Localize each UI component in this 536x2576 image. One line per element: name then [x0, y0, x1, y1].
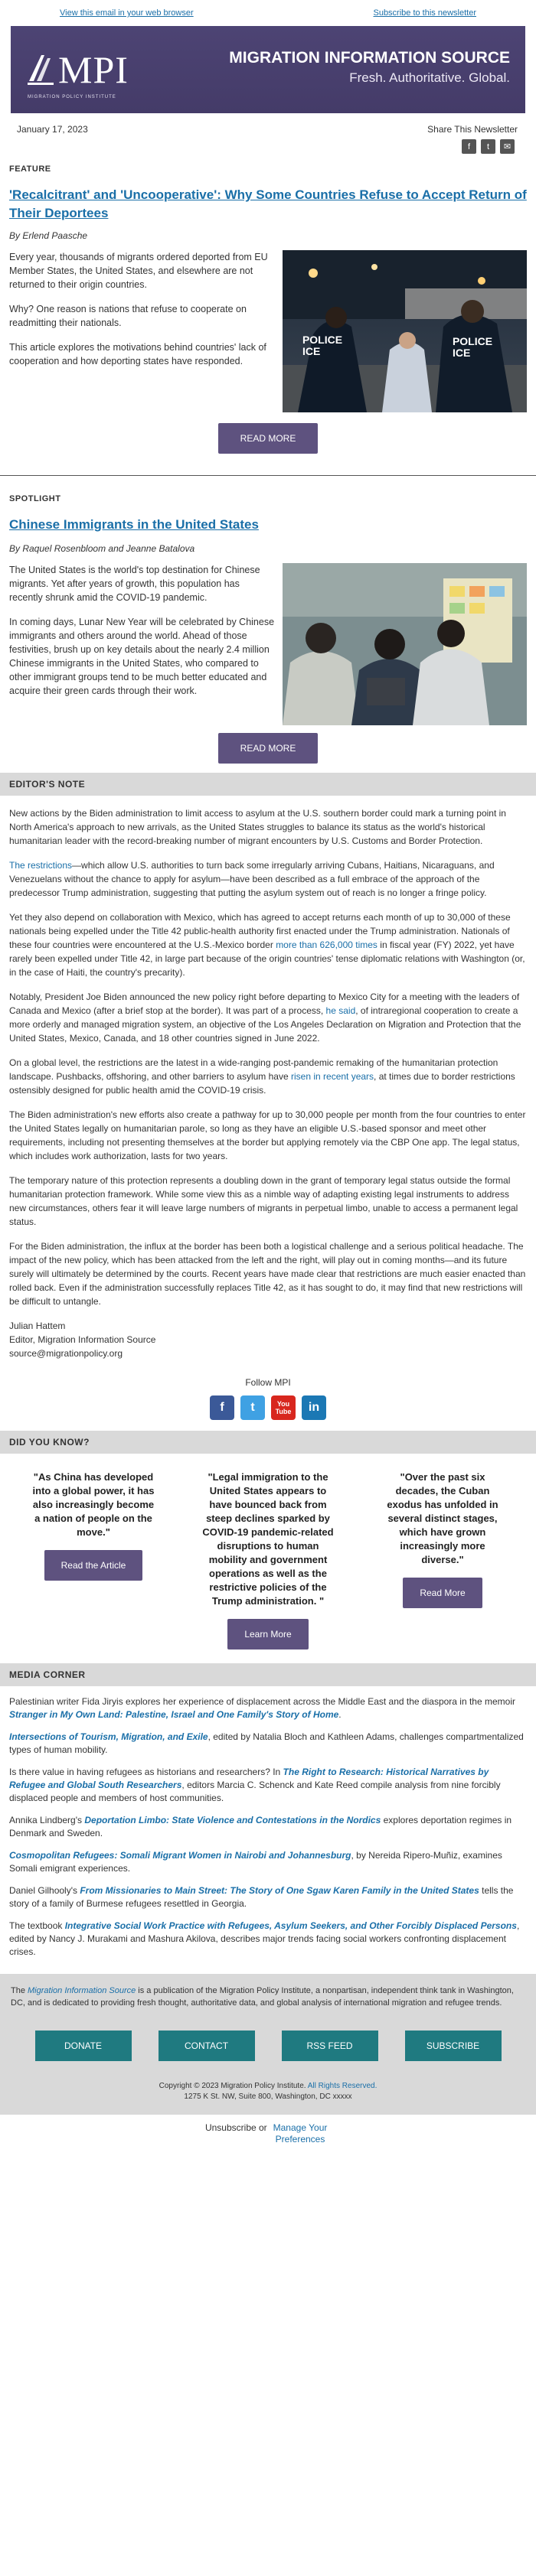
feature-article	[0, 250, 536, 412]
feature-title-link[interactable]: 'Recalcitrant' and 'Uncooperative': Why Some Countries Refuse to Accept Return of Their Deportees	[9, 187, 527, 220]
facebook-icon[interactable]: f	[210, 1395, 234, 1420]
media-corner-list	[0, 1695, 536, 1959]
item-text: Is there value in having refugees as historians and researchers? In	[9, 1767, 283, 1777]
feature-photo[interactable]	[283, 250, 527, 412]
police-ice-text: POLICE ICE	[452, 335, 493, 359]
divider	[0, 475, 536, 476]
did-you-know-columns	[0, 1470, 536, 1649]
subscribe-button[interactable]: SUBSCRIBE	[405, 2031, 502, 2061]
paragraph-text: , of intraregional cooperation to create a more orderly and managed migration system, an objective of the Los Angeles Declaration on Migration and Protection that the United States, Mexico, Canada, and 18 other countries signed in June 2022.	[9, 1005, 521, 1044]
follow-icons	[0, 1395, 536, 1420]
spotlight-title-link[interactable]: Chinese Immigrants in the United States	[9, 517, 259, 532]
footer-about	[0, 1974, 536, 2020]
paragraph-text: in fiscal year (FY) 2022, yet have rarely been expelled under Title 42, in large part because of the origin countries' tense diplomatic relations with Washington (or, in the case of Haiti, the country's precarity).	[9, 940, 525, 978]
media-item	[9, 1766, 527, 1805]
feature-body	[9, 250, 275, 412]
top-links	[0, 0, 536, 26]
signature	[9, 1319, 527, 1360]
copyright	[0, 2072, 536, 2115]
publication-tagline: Fresh. Authoritative. Global.	[349, 70, 510, 85]
spotlight-article	[0, 563, 536, 725]
mpi-logo	[25, 50, 129, 89]
editors-note-paragraph	[9, 858, 527, 900]
publication-title: MIGRATION INFORMATION SOURCE	[229, 49, 510, 67]
linkedin-icon[interactable]: in	[302, 1395, 326, 1420]
editor-name: Julian Hattem	[9, 1321, 66, 1331]
item-text: Palestinian writer Fida Jiryis explores her experience of displacement across the Middle East and the diaspora in the memoir	[9, 1696, 515, 1707]
editors-note-paragraph: New actions by the Biden administration to limit access to asylum at the U.S. southern border could mark a turning point in North America's approach to new arrivals, as the United States struggles to balance its status as the world's historical humanitarian leader with the record-breaking number of migrant encounters by U.S. Customs and Border Protection.	[9, 808, 506, 846]
paragraph-text: , at times due to border restrictions ostensibly designed for public health amid the COVID-19 crisis.	[9, 1071, 515, 1096]
editors-note-paragraph	[9, 910, 527, 979]
feature-byline: By Erlend Paasche	[9, 230, 88, 241]
media-item	[9, 1884, 527, 1910]
book-link[interactable]: Stranger in My Own Land: Palestine, Israel and One Family's Story of Home	[9, 1709, 339, 1720]
unsubscribe-line	[0, 2122, 536, 2145]
editors-note-paragraph: The temporary nature of this protection represents a doubling down in the grant of temporary legal status outside the formal humanitarian protection framework. While some view this as a nimble way of adapting existing legal instruments to address new circumstances, others fear it will leave large numbers of migrants in perpetual limbo, unable to access a permanent legal status.	[9, 1175, 518, 1227]
feature-read-more-button[interactable]: READ MORE	[218, 423, 318, 454]
book-link[interactable]: Intersections of Tourism, Migration, and Exile	[9, 1731, 208, 1742]
follow-label: Follow MPI	[245, 1377, 291, 1388]
paragraph-text: On a global level, the restrictions are the latest in a wide-ranging post-pandemic remaking of the humanitarian protection landscape. Pushbacks, offshoring, and other barriers to asylum have	[9, 1057, 498, 1082]
spotlight-read-more-button[interactable]: READ MORE	[218, 733, 318, 764]
editor-title: Editor, Migration Information Source	[9, 1334, 156, 1345]
contact-button[interactable]: CONTACT	[159, 2031, 255, 2061]
editors-note-paragraph: The Biden administration's new efforts also create a pathway for up to 30,000 people per month from the four countries to enter the United States legally on humanitarian parole, so long as they have an eligible U.S.-based sponsor and meet other requirements, including not presenting themselves at the border but applying remotely via the CBP One app. The legal status, which includes work authorization, lasts for two years.	[9, 1109, 526, 1161]
item-text: , edited by Nancy J. Murakami and Mashura Akilova, describes major trends facing social workers confronting displacement crises.	[9, 1920, 520, 1957]
book-link[interactable]: Cosmopolitan Refugees: Somali Migrant Women in Nairobi and Johannesburg	[9, 1850, 351, 1861]
share-icons	[0, 139, 536, 154]
about-text: is a publication of the Migration Policy Institute, a nonpartisan, independent think tank in Washington, DC, and is dedicated to providing fresh thought, authoritative data, and global analysis of international migration and refugee trends.	[11, 1986, 514, 2008]
book-link[interactable]: The Right to Research: Historical Narratives by Refugee and Global South Researchers	[9, 1767, 489, 1790]
item-text: , editors Marcia C. Schenck and Kate Reed compile analysis from nine forcibly displaced people and members of host communities.	[9, 1780, 501, 1803]
rights-link[interactable]: All Rights Reserved.	[307, 2082, 377, 2090]
dyk-column	[374, 1470, 511, 1649]
issue-date: January 17, 2023	[17, 124, 88, 135]
address: 1275 K St. NW, Suite 800, Washington, DC xxxxx	[184, 2092, 352, 2101]
editors-note-heading: EDITOR'S NOTE	[0, 773, 536, 796]
footer-buttons	[0, 2020, 536, 2072]
recent-years-link[interactable]: risen in recent years	[291, 1071, 374, 1082]
read-more-button[interactable]: Read More	[403, 1578, 482, 1608]
media-item	[9, 1920, 527, 1959]
did-you-know-heading: DID YOU KNOW?	[0, 1431, 536, 1454]
logo-wordmark: MPI	[58, 48, 129, 91]
dyk-column	[199, 1470, 337, 1649]
media-item	[9, 1814, 527, 1840]
dateline	[0, 124, 536, 135]
spotlight-paragraph: The United States is the world's top destination for Chinese migrants. Yet after years of growth, this population has recently shrunk amid the COVID-19 pandemic.	[9, 565, 260, 603]
editors-note-body	[0, 806, 536, 1360]
encounters-link[interactable]: more than 626,000 times	[276, 940, 377, 950]
spotlight-photo[interactable]	[283, 563, 527, 725]
restrictions-link[interactable]: The restrictions	[9, 860, 73, 871]
paragraph-text: —which allow U.S. authorities to turn back some irregularly arriving Cubans, Haitians, Nicaraguans, and Venezuelans without the chance to apply for asylum—have been described as a full embrace of the approach of the predecessor Trump administration, suggesting that putting the asylum system out of reach is no longer a fringe policy.	[9, 860, 495, 898]
publication-brand	[229, 49, 510, 86]
dyk-column	[25, 1470, 162, 1649]
feature-button-row	[0, 423, 536, 454]
spotlight-button-row	[0, 733, 536, 764]
item-text: Annika Lindberg's	[9, 1815, 85, 1825]
rss-feed-button[interactable]: RSS FEED	[282, 2031, 378, 2061]
feature-paragraph: Every year, thousands of migrants ordered deported from EU Member States, the United States, and elsewhere are not returned to their origin countries.	[9, 252, 268, 290]
spotlight-paragraph: In coming days, Lunar New Year will be celebrated by Chinese immigrants and others around the world. Ahead of those festivities, brush up on key details about the nearly 2.4 million Chinese immigrants in the United States, who compared to other immigrant groups tend to be much better educated and acquire their green cards through their work.	[9, 617, 275, 696]
learn-more-button[interactable]: Learn More	[227, 1619, 308, 1649]
item-text: .	[338, 1709, 342, 1720]
paragraph-text: Yet they also depend on collaboration with Mexico, which has agreed to accept returns each month of up to 30,000 of these nationals being expelled under the Title 42 public-health authority first enacted under the Trump administration. Nationals of these four countries were encountered at the U.S.-Mexico border	[9, 912, 511, 950]
dyk-quote: "As China has developed into a global power, it has also increasingly become a nation of people on the move."	[32, 1471, 155, 1538]
youtube-icon[interactable]: You Tube	[271, 1395, 296, 1420]
spotlight-body	[9, 563, 275, 725]
book-link[interactable]: From Missionaries to Main Street: The Story of One Sgaw Karen Family in the United States	[80, 1885, 479, 1896]
police-ice-text: POLICE ICE	[302, 334, 343, 357]
media-item	[9, 1849, 527, 1875]
spotlight-byline: By Raquel Rosenbloom and Jeanne Batalova	[9, 543, 195, 554]
editors-note-paragraph	[9, 990, 527, 1045]
unsubscribe-text: Unsubscribe or	[204, 2122, 270, 2133]
item-text: , by Nereida Ripero-Muñiz, examines Somali emigrant experiences.	[9, 1850, 502, 1874]
editors-note-paragraph	[9, 1056, 527, 1097]
about-text: The	[11, 1986, 28, 1995]
feature-label: FEATURE	[9, 164, 51, 174]
read-the-article-button[interactable]: Read the Article	[44, 1550, 143, 1581]
copyright-text: Copyright © 2023 Migration Policy Institute.	[159, 2082, 308, 2090]
item-text: , edited by Natalia Bloch and Kathleen Adams, challenges compartmentalized types of human mobility.	[9, 1731, 524, 1755]
email-share-icon[interactable]: ✉	[500, 139, 515, 154]
dyk-quote: "Over the past six decades, the Cuban exodus has unfolded in several distinct stages, which have grown increasingly more diverse."	[387, 1471, 498, 1565]
twitter-share-icon[interactable]: t	[481, 139, 495, 154]
item-text: explores deportation regimes in Denmark and Sweden.	[9, 1815, 512, 1838]
book-link[interactable]: Integrative Social Work Practice with Refugees, Asylum Seekers, and Other Forcibly Displaced Persons	[64, 1920, 517, 1931]
facebook-share-icon[interactable]: f	[462, 139, 476, 154]
twitter-icon[interactable]: t	[240, 1395, 265, 1420]
media-item	[9, 1731, 527, 1757]
feature-paragraph: This article explores the motivations behind countries' lack of cooperation and how deporting states have responded.	[9, 342, 266, 366]
he-said-link[interactable]: he said	[325, 1005, 356, 1016]
media-corner-heading: MEDIA CORNER	[0, 1663, 536, 1686]
mis-link[interactable]: Migration Information Source	[28, 1986, 136, 1995]
item-text: Daniel Gilhooly's	[9, 1885, 80, 1896]
book-link[interactable]: Deportation Limbo: State Violence and Contestations in the Nordics	[84, 1815, 381, 1825]
share-label: Share This Newsletter	[427, 124, 518, 135]
logo-subtitle: MIGRATION POLICY INSTITUTE	[28, 95, 116, 99]
spotlight-label: SPOTLIGHT	[9, 494, 61, 503]
feature-paragraph: Why? One reason is nations that refuse to cooperate on readmitting their nationals.	[9, 304, 247, 328]
editor-email[interactable]: source@migrationpolicy.org	[9, 1348, 123, 1359]
media-item	[9, 1695, 527, 1721]
donate-button[interactable]: DONATE	[35, 2031, 132, 2061]
paragraph-text: Notably, President Joe Biden announced the new policy right before departing to Mexico City for a meeting with the leaders of Canada and Mexico (after a brief stop at the border). It was part of a process,	[9, 992, 520, 1016]
item-text: tells the story of a family of Burmese refugees resettled in Georgia.	[9, 1885, 514, 1909]
item-text: The textbook	[9, 1920, 65, 1931]
editors-note-paragraph: For the Biden administration, the influx at the border has been both a logistical challenge and a serious political headache. The impact of the new policy, which has been attacked from the left and the right, will play out in coming months—and its future surely will ultimately be determined by the courts. Recent years have made clear that restrictions are much easier enacted than rolled back. Even if the administration successfully replaces Title 42, as it has sought to do, it may find that new restrictions will be difficult to untangle.	[9, 1241, 526, 1307]
masthead-banner[interactable]	[11, 26, 525, 113]
globe-logo-icon	[25, 50, 58, 89]
dyk-quote: "Legal immigration to the United States appears to have bounced back from steep declines sparked by COVID-19 pandemic-related disruptions to human mobility and government operations as well as the restrictive policies of the Trump administration. "	[202, 1471, 334, 1607]
subscribe-link[interactable]: Subscribe to this newsletter	[373, 8, 476, 18]
manage-preferences-link[interactable]: Manage Your Preferences	[273, 2122, 328, 2144]
view-in-browser-link[interactable]: View this email in your web browser	[60, 8, 194, 18]
